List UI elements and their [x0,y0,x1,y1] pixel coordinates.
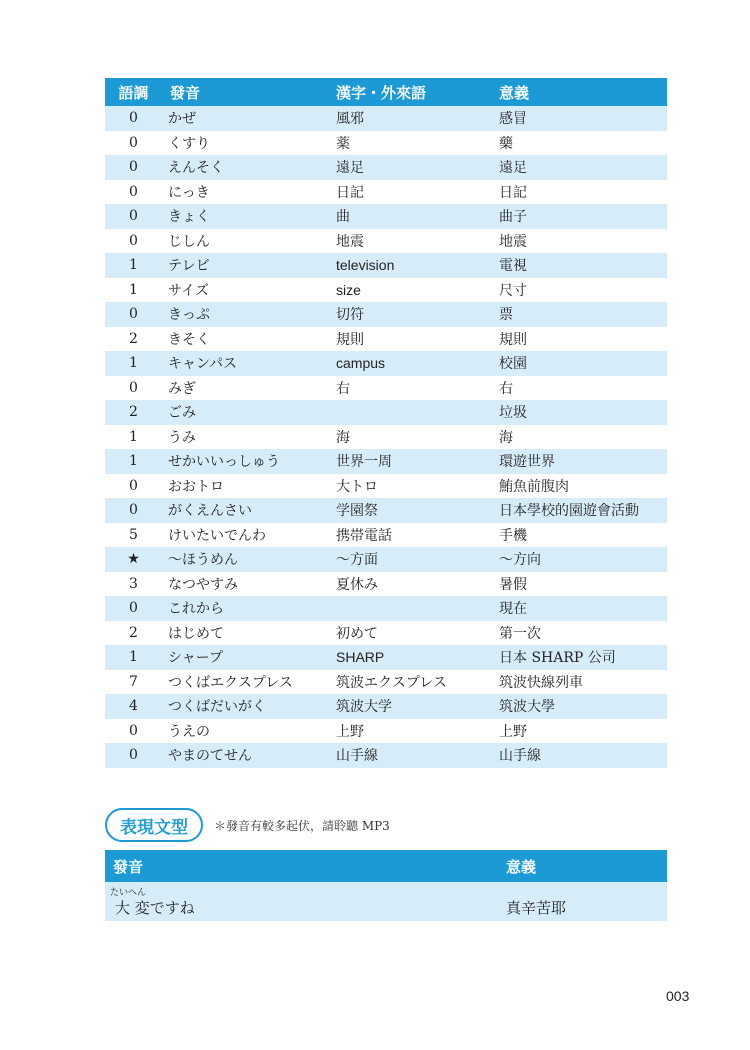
meaning-cell: 曲子 [495,204,667,229]
kanji-cell: 切符 [332,302,495,327]
pronunciation-cell: うみ [162,425,332,450]
tone-cell: 1 [105,351,162,376]
kanji-cell: campus [332,351,495,376]
pronunciation-cell: せかいいっしゅう [162,449,332,474]
table-row [105,719,667,744]
table-row [105,180,667,205]
kanji-cell: 規則 [332,327,495,352]
meaning-cell: 山手線 [495,743,667,768]
meaning-cell: 日本 SHARP 公司 [495,645,667,670]
kanji-cell: 遠足 [332,155,495,180]
pronunciation-cell: うえの [162,719,332,744]
tone-cell: 1 [105,253,162,278]
tone-cell: 0 [105,106,162,131]
meaning-cell: 日記 [495,180,667,205]
meaning-cell: 垃圾 [495,400,667,425]
kanji-cell: 初めて [332,621,495,646]
pronunciation-cell: じしん [162,229,332,254]
kanji-cell: 世界一周 [332,449,495,474]
tone-cell: 0 [105,719,162,744]
kanji-cell: 夏休み [332,572,495,597]
table-row [105,425,667,450]
page-number: 003 [666,988,690,1004]
kanji-cell: size [332,278,495,303]
table-row [105,106,667,131]
pronunciation-cell: みぎ [162,376,332,401]
kanji-cell: 右 [332,376,495,401]
table-row [105,229,667,254]
kanji-cell: 筑波大学 [332,694,495,719]
kanji-cell: ～方面 [332,547,495,572]
tone-cell: 4 [105,694,162,719]
header-tone: 語調 [105,78,162,106]
meaning-cell: 電視 [495,253,667,278]
kanji-cell: 大トロ [332,474,495,499]
table-row [105,376,667,401]
table-row [105,596,667,621]
meaning-cell: 地震 [495,229,667,254]
table-row [105,449,667,474]
pronunciation-cell: きょく [162,204,332,229]
meaning-cell: ～方向 [495,547,667,572]
kanji-cell: 上野 [332,719,495,744]
table-row [105,621,667,646]
tone-cell: 1 [105,425,162,450]
table-row [105,645,667,670]
vocab-header-row [105,78,667,106]
pronunciation-cell: きそく [162,327,332,352]
expression-text: 大 変ですね [115,899,195,917]
meaning-cell: 右 [495,376,667,401]
pronunciation-note: ＊發音有較多起伏，請聆聽 MP3 [214,819,390,833]
tone-cell: 0 [105,498,162,523]
table-row [105,253,667,278]
header-kanji: 漢字・外來語 [332,78,495,106]
header-meaning: 意義 [495,78,667,106]
table-row [105,278,667,303]
tone-cell: 1 [105,645,162,670]
tone-cell: 0 [105,229,162,254]
kanji-cell [332,400,495,425]
meaning-cell: 校園 [495,351,667,376]
kanji-cell: 筑波エクスプレス [332,670,495,695]
tone-cell: 0 [105,204,162,229]
meaning-cell: 筑波大學 [495,694,667,719]
meaning-cell: 規則 [495,327,667,352]
meaning-cell: 尺寸 [495,278,667,303]
kanji-cell: television [332,253,495,278]
tone-cell: 0 [105,376,162,401]
kanji-cell: 地震 [332,229,495,254]
table-row [105,523,667,548]
meaning-cell: 上野 [495,719,667,744]
table-row [105,547,667,572]
table-row [105,694,667,719]
meaning-cell: 日本學校的園遊會活動 [495,498,667,523]
tone-cell: 2 [105,327,162,352]
table-row [105,327,667,352]
table-row [105,131,667,156]
tone-cell: 3 [105,572,162,597]
tone-cell: 0 [105,743,162,768]
pronunciation-cell: キャンパス [162,351,332,376]
kanji-cell [332,596,495,621]
meaning-cell: 鮪魚前腹肉 [495,474,667,499]
kanji-cell: 曲 [332,204,495,229]
tone-cell: 1 [105,278,162,303]
furigana: たいへん [110,888,147,898]
pronunciation-cell: テレビ [162,253,332,278]
kanji-cell: 学園祭 [332,498,495,523]
table-row [105,302,667,327]
header-pronunciation: 發音 [162,78,332,106]
pronunciation-cell: なつやすみ [162,572,332,597]
pronunciation-cell: ～ほうめん [162,547,332,572]
tone-cell: 0 [105,474,162,499]
tone-cell: 2 [105,621,162,646]
expression-section-badge: 表現文型 [105,808,203,842]
pronunciation-cell: けいたいでんわ [162,523,332,548]
tone-cell: 0 [105,131,162,156]
table-row [105,670,667,695]
pronunciation-cell: かぜ [162,106,332,131]
kanji-cell: 山手線 [332,743,495,768]
expr-header-pronunciation: 發音 [105,850,502,882]
pronunciation-cell: つくばエクスプレス [162,670,332,695]
table-row [105,351,667,376]
pronunciation-cell: はじめて [162,621,332,646]
table-row [105,572,667,597]
meaning-cell: 環遊世界 [495,449,667,474]
tone-cell: 2 [105,400,162,425]
meaning-cell: 票 [495,302,667,327]
table-row [105,882,667,921]
tone-cell: 1 [105,449,162,474]
table-row [105,743,667,768]
table-row [105,155,667,180]
tone-cell: 0 [105,180,162,205]
expression-with-furigana [105,888,195,918]
vocabulary-table [105,78,667,768]
pronunciation-cell: くすり [162,131,332,156]
pronunciation-cell: にっき [162,180,332,205]
table-row [105,474,667,499]
meaning-cell: 遠足 [495,155,667,180]
expression-table [105,850,667,921]
tone-cell: 0 [105,302,162,327]
pronunciation-cell: がくえんさい [162,498,332,523]
kanji-cell: 薬 [332,131,495,156]
pronunciation-cell: サイズ [162,278,332,303]
table-row [105,204,667,229]
expr-pronunciation-cell [105,882,502,921]
expr-meaning-cell: 真辛苦耶 [502,882,667,921]
kanji-cell: 海 [332,425,495,450]
meaning-cell: 現在 [495,596,667,621]
pronunciation-cell: ごみ [162,400,332,425]
meaning-cell: 感冒 [495,106,667,131]
pronunciation-cell: シャープ [162,645,332,670]
tone-cell: ★ [105,547,162,572]
kanji-cell: 風邪 [332,106,495,131]
pronunciation-cell: おおトロ [162,474,332,499]
tone-cell: 5 [105,523,162,548]
meaning-cell: 第一次 [495,621,667,646]
pronunciation-cell: つくばだいがく [162,694,332,719]
meaning-cell: 筑波快線列車 [495,670,667,695]
meaning-cell: 海 [495,425,667,450]
tone-cell: 0 [105,596,162,621]
expression-header-row [105,850,667,882]
kanji-cell: 携帯電話 [332,523,495,548]
tone-cell: 7 [105,670,162,695]
kanji-cell: 日記 [332,180,495,205]
expr-header-meaning: 意義 [502,850,667,882]
table-row [105,498,667,523]
pronunciation-cell: えんそく [162,155,332,180]
pronunciation-cell: やまのてせん [162,743,332,768]
tone-cell: 0 [105,155,162,180]
pronunciation-cell: これから [162,596,332,621]
pronunciation-cell: きっぷ [162,302,332,327]
meaning-cell: 手機 [495,523,667,548]
kanji-cell: SHARP [332,645,495,670]
meaning-cell: 藥 [495,131,667,156]
table-row [105,400,667,425]
meaning-cell: 暑假 [495,572,667,597]
